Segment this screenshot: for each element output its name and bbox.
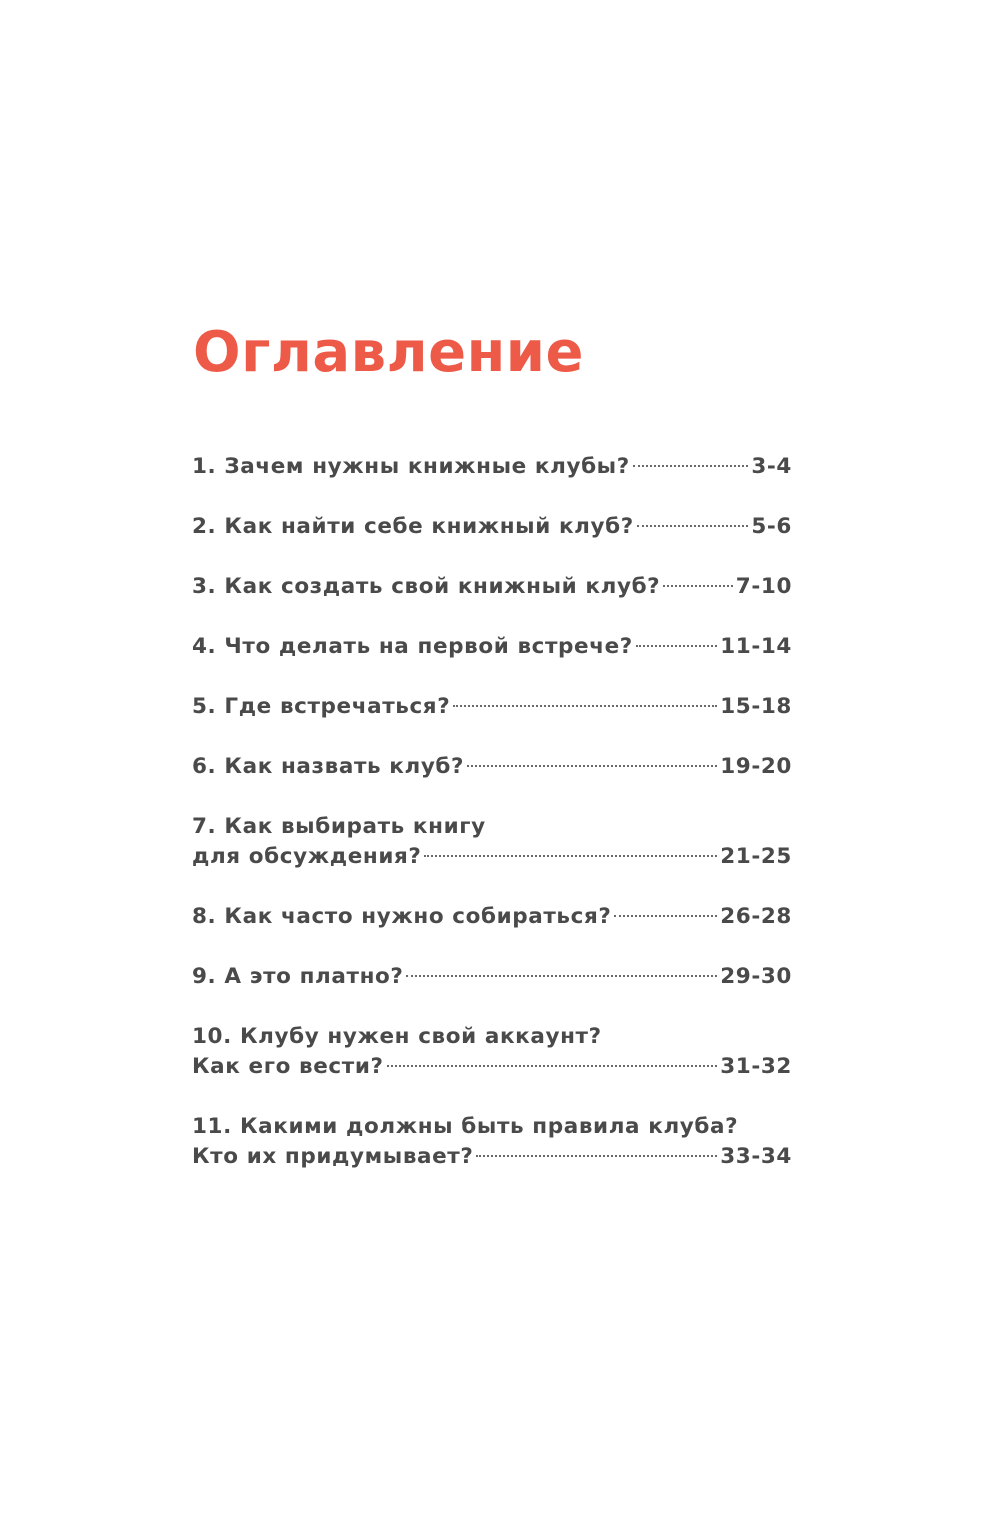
- dot-leader: [663, 585, 733, 587]
- toc-entry-9: [192, 962, 792, 992]
- toc-entry-pages: 29-30: [720, 964, 792, 989]
- toc-entry-2: [192, 512, 792, 542]
- toc-entry-pages: 33-34: [720, 1144, 792, 1169]
- toc-entry-pages: 26-28: [720, 904, 792, 929]
- toc-entry-pages: 31-32: [720, 1054, 792, 1079]
- dot-leader: [424, 855, 717, 857]
- toc-entry-10: [192, 1022, 792, 1082]
- toc-entry-pages: 5-6: [751, 514, 792, 539]
- toc-entry-3: [192, 572, 792, 602]
- dot-leader: [406, 975, 717, 977]
- dot-leader: [633, 465, 749, 467]
- toc-entry-pages: 15-18: [720, 694, 792, 719]
- toc-entry-6: [192, 752, 792, 782]
- toc-entry-title-continued: Кто их придумывает?: [192, 1144, 474, 1169]
- toc-entry-pages: 21-25: [720, 844, 792, 869]
- toc-entry-4: [192, 632, 792, 662]
- toc-entry-title: 5. Где встречаться?: [192, 694, 451, 719]
- dot-leader: [476, 1155, 717, 1157]
- toc-entry-8: [192, 902, 792, 932]
- toc-entry-title: 6. Как назвать клуб?: [192, 754, 465, 779]
- toc-entry-7: [192, 812, 792, 872]
- toc-entry-pages: 3-4: [751, 454, 792, 479]
- toc-entry-pages: 19-20: [720, 754, 792, 779]
- dot-leader: [637, 525, 749, 527]
- dot-leader: [453, 705, 717, 707]
- page-title: Оглавление: [193, 320, 585, 385]
- toc-entry-title: 9. А это платно?: [192, 964, 404, 989]
- dot-leader: [387, 1065, 718, 1067]
- toc-entry-pages: 7-10: [735, 574, 792, 599]
- toc-entry-title: 3. Как создать свой книжный клуб?: [192, 574, 661, 599]
- dot-leader: [614, 915, 717, 917]
- toc-entry-5: [192, 692, 792, 722]
- toc-entry-title-continued: Как его вести?: [192, 1054, 384, 1079]
- toc-entry-title: 7. Как выбирать книгу: [192, 814, 486, 839]
- toc-entry-title-continued: для обсуждения?: [192, 844, 422, 869]
- dot-leader: [467, 765, 717, 767]
- toc-entry-title: 11. Какими должны быть правила клуба?: [192, 1114, 739, 1139]
- toc-entry-title: 4. Что делать на первой встрече?: [192, 634, 633, 659]
- dot-leader: [636, 645, 717, 647]
- toc-entry-title: 2. Как найти себе книжный клуб?: [192, 514, 634, 539]
- toc-entry-pages: 11-14: [720, 634, 792, 659]
- toc-entry-title: 10. Клубу нужен свой аккаунт?: [192, 1024, 602, 1049]
- toc-entry-11: [192, 1112, 792, 1172]
- toc-entry-title: 8. Как часто нужно собираться?: [192, 904, 612, 929]
- toc-entry-1: [192, 452, 792, 482]
- table-of-contents: [192, 452, 792, 1202]
- toc-entry-title: 1. Зачем нужны книжные клубы?: [192, 454, 630, 479]
